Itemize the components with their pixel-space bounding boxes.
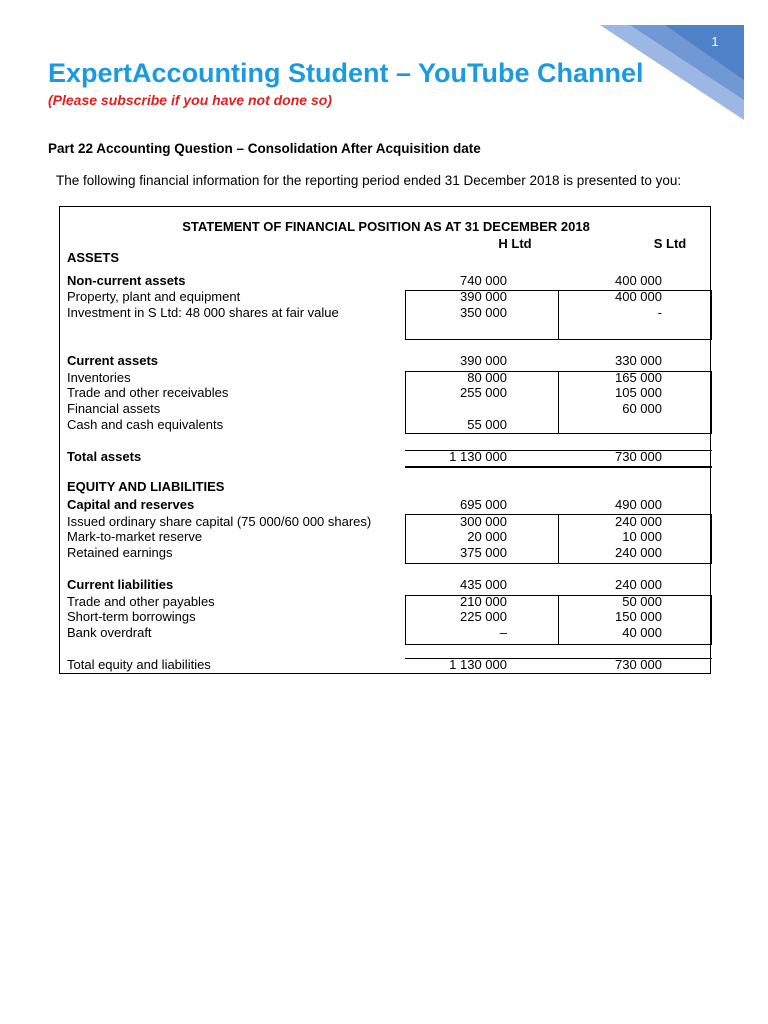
row-label: Cash and cash equivalents (67, 417, 224, 432)
table-row (60, 385, 712, 401)
column-header-s-ltd: S Ltd (653, 236, 687, 251)
h-ltd-value: 1 130 000 (449, 657, 507, 672)
statement-title: STATEMENT OF FINANCIAL POSITION AS AT 31 DECEMBER 2018 (182, 219, 590, 234)
row-label: Issued ordinary share capital (75 000/60 000 shares) (67, 514, 372, 529)
table-row (60, 594, 712, 610)
s-ltd-value: 60 000 (622, 401, 662, 416)
non-current-assets-row (60, 273, 712, 289)
h-ltd-value: 390 000 (460, 353, 507, 368)
total-equity-liabilities-row (60, 657, 712, 673)
s-ltd-value: 400 000 (615, 289, 662, 304)
s-ltd-value: 50 000 (622, 594, 662, 609)
row-label: Non-current assets (67, 273, 186, 288)
s-ltd-value: 240 000 (615, 545, 662, 560)
h-ltd-value: 20 000 (467, 529, 507, 544)
current-liabilities-row (60, 577, 712, 593)
table-row (60, 514, 712, 530)
row-label: Retained earnings (67, 545, 173, 560)
table-row (60, 305, 712, 321)
channel-title: ExpertAccounting Student – YouTube Channel (48, 58, 644, 88)
h-ltd-value: 740 000 (460, 273, 507, 288)
row-label: Property, plant and equipment (67, 289, 241, 304)
h-ltd-value: 435 000 (460, 577, 507, 592)
table-row (60, 401, 712, 417)
s-ltd-value: 240 000 (615, 514, 662, 529)
h-ltd-value: – (499, 625, 507, 640)
table-row (60, 545, 712, 561)
h-ltd-value: 210 000 (460, 594, 507, 609)
table-row (60, 370, 712, 386)
s-ltd-value: 490 000 (615, 497, 662, 512)
page-number: 1 (711, 34, 719, 49)
row-label: Current assets (67, 353, 159, 368)
s-ltd-value: 730 000 (615, 449, 662, 464)
h-ltd-value: 1 130 000 (449, 449, 507, 464)
capital-reserves-row (60, 497, 712, 513)
row-label: Current liabilities (67, 577, 174, 592)
s-ltd-value: 240 000 (615, 577, 662, 592)
table-row (60, 289, 712, 305)
h-ltd-value: 255 000 (460, 385, 507, 400)
table-row (60, 529, 712, 545)
row-label: Inventories (67, 370, 131, 385)
row-label: Financial assets (67, 401, 161, 416)
row-label: Total assets (67, 449, 142, 464)
row-label: Mark-to-market reserve (67, 529, 203, 544)
s-ltd-value: 10 000 (622, 529, 662, 544)
row-label: Investment in S Ltd: 48 000 shares at fair value (67, 305, 339, 320)
row-label: Bank overdraft (67, 625, 152, 640)
h-ltd-value: 225 000 (460, 609, 507, 624)
h-ltd-value: 300 000 (460, 514, 507, 529)
s-ltd-value: 150 000 (615, 609, 662, 624)
subscribe-note: (Please subscribe if you have not done so) (48, 92, 332, 108)
s-ltd-value: - (657, 305, 662, 320)
current-assets-row (60, 353, 712, 369)
s-ltd-value: 165 000 (615, 370, 662, 385)
h-ltd-value: 375 000 (460, 545, 507, 560)
total-assets-underline (405, 466, 712, 468)
row-label: Trade and other payables (67, 594, 215, 609)
s-ltd-value: 730 000 (615, 657, 662, 672)
statement-of-financial-position (59, 206, 711, 674)
assets-heading-row (60, 250, 712, 266)
intro-text: The following financial information for the reporting period ended 31 December 2018 is presented to you: (56, 173, 682, 188)
question-title: Part 22 Accounting Question – Consolidation After Acquisition date (48, 141, 481, 156)
row-label: Short-term borrowings (67, 609, 196, 624)
table-row (60, 609, 712, 625)
h-ltd-value: 350 000 (460, 305, 507, 320)
s-ltd-value: 105 000 (615, 385, 662, 400)
row-label: Trade and other receivables (67, 385, 229, 400)
equity-heading: EQUITY AND LIABILITIES (67, 479, 225, 494)
row-label: Capital and reserves (67, 497, 195, 512)
table-row (60, 417, 712, 433)
s-ltd-value: 40 000 (622, 625, 662, 640)
total-assets-row (60, 449, 712, 465)
h-ltd-value: 695 000 (460, 497, 507, 512)
s-ltd-value: 400 000 (615, 273, 662, 288)
equity-heading-row (60, 479, 712, 495)
h-ltd-value: 80 000 (467, 370, 507, 385)
table-row (60, 625, 712, 641)
h-ltd-value: 55 000 (467, 417, 507, 432)
h-ltd-value: 390 000 (460, 289, 507, 304)
s-ltd-value: 330 000 (615, 353, 662, 368)
assets-heading: ASSETS (67, 250, 120, 265)
column-header-h-ltd: H Ltd (498, 236, 532, 251)
row-label: Total equity and liabilities (67, 657, 211, 672)
